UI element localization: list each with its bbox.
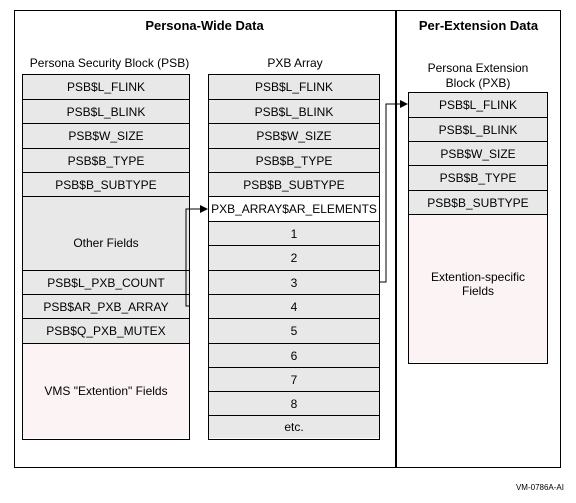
pxb-array-field-flink: PSB$L_FLINK: [209, 75, 379, 100]
pxb-field-type: PSB$B_TYPE: [409, 166, 547, 191]
pxb-array-element-8: 8: [209, 392, 379, 416]
pxb-array-element-1: 1: [209, 222, 379, 246]
psb-other-fields: Other Fields: [23, 197, 189, 271]
pxb-array-element-7: 7: [209, 368, 379, 392]
per-extension-header: Per-Extension Data: [418, 18, 539, 33]
pxb-field-flink: PSB$L_FLINK: [409, 93, 547, 118]
pxb-array-element-5: 5: [209, 319, 379, 344]
pxb-title-line-1: Persona Extension: [427, 61, 529, 75]
psb-to-pxb-array-arrow: [186, 209, 207, 306]
pxb-field-blink: PSB$L_BLINK: [409, 118, 547, 142]
psb-field-pxb-mutex: PSB$Q_PXB_MUTEX: [23, 319, 189, 344]
figure-id: VM-0786A-AI: [515, 483, 564, 492]
pxb-array-to-pxb-arrow: [380, 104, 407, 282]
psb-field-subtype: PSB$B_SUBTYPE: [23, 173, 189, 197]
pxb-array-element-2: 2: [209, 246, 379, 271]
pxb-field-subtype: PSB$B_SUBTYPE: [409, 191, 547, 215]
pxb-array-element-6: 6: [209, 344, 379, 368]
psb-vms-extension-fields: VMS "Extention" Fields: [23, 344, 189, 438]
pxb-title-line-2: Block (PXB): [445, 76, 511, 90]
pxb-array-elements: PXB_ARRAY$AR_ELEMENTS: [209, 197, 379, 222]
psb-field-flink: PSB$L_FLINK: [23, 75, 189, 100]
psb-title: Persona Security Block (PSB): [29, 56, 190, 70]
psb-field-type: PSB$B_TYPE: [23, 149, 189, 173]
pxb-array-element-etc: etc.: [209, 416, 379, 438]
pxb-array-field-blink: PSB$L_BLINK: [209, 100, 379, 124]
pxb-array-field-size: PSB$W_SIZE: [209, 124, 379, 149]
pxb-array-title: PXB Array: [267, 56, 323, 70]
pxb-field-size: PSB$W_SIZE: [409, 142, 547, 166]
psb-field-pxb-count: PSB$L_PXB_COUNT: [23, 271, 189, 295]
psb-field-size: PSB$W_SIZE: [23, 124, 189, 149]
pxb-array-field-subtype: PSB$B_SUBTYPE: [209, 173, 379, 197]
persona-wide-header: Persona-Wide Data: [145, 18, 264, 33]
psb-field-blink: PSB$L_BLINK: [23, 100, 189, 124]
pxb-array-element-3: 3: [209, 271, 379, 295]
pxb-array-field-type: PSB$B_TYPE: [209, 149, 379, 173]
psb-field-pxb-array: PSB$AR_PXB_ARRAY: [23, 295, 189, 319]
pxb-array-element-4: 4: [209, 295, 379, 319]
pxb-extension-specific-fields: Extention-specific Fields: [409, 215, 547, 362]
